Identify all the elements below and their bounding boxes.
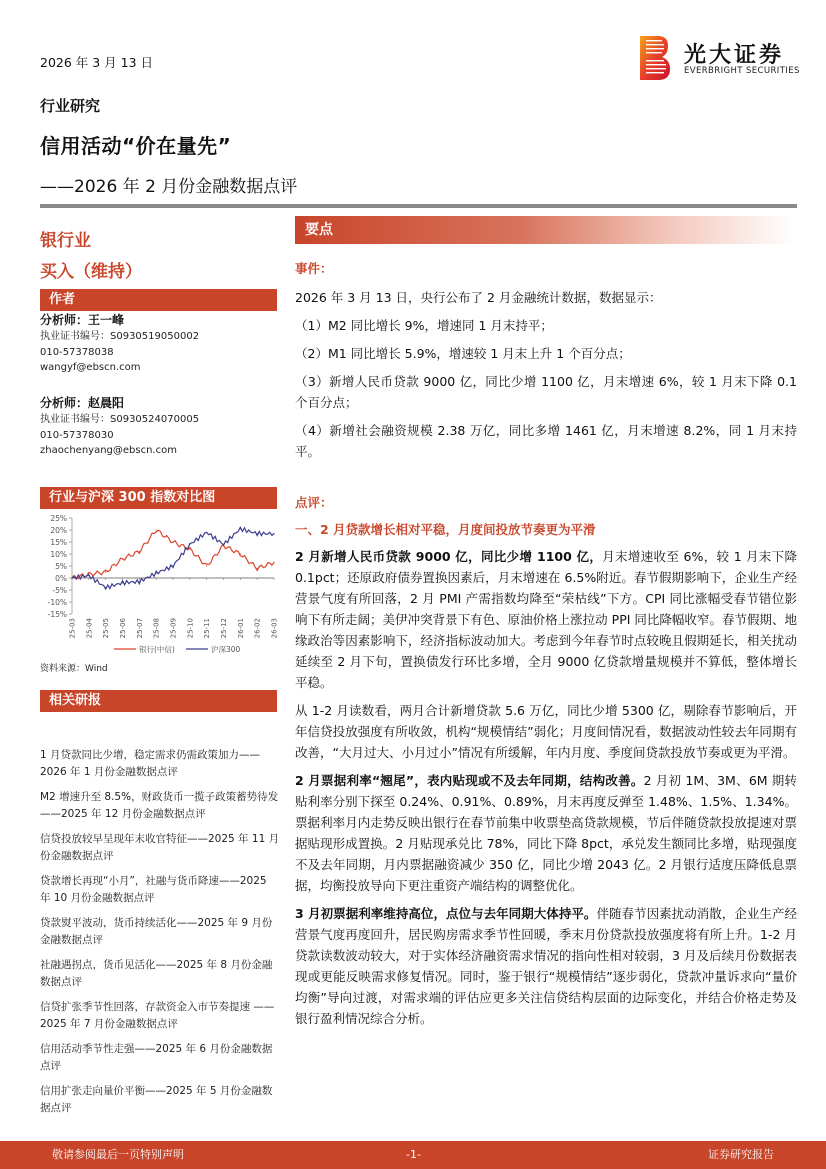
- legend-label: 沪深300: [211, 645, 241, 654]
- series-line-bank: [72, 530, 274, 578]
- analyst-cert: 执业证书编号：S0930524070005: [40, 414, 200, 425]
- chart-section-header: 行业与沪深 300 指数对比图: [40, 487, 277, 509]
- data-point: [156, 573, 157, 574]
- data-point: [273, 562, 274, 563]
- x-tick-label: 25-04: [85, 618, 94, 639]
- comment-label: 点评：: [295, 495, 333, 510]
- y-tick-label: 20%: [50, 526, 67, 535]
- x-tick-label: 25-05: [102, 618, 111, 639]
- footer-disclaimer[interactable]: 敬请参阅最后一页特别声明: [52, 1148, 184, 1161]
- report-category: 行业研究: [40, 97, 101, 115]
- analyst-cert: 执业证书编号：S0930519050002: [40, 331, 200, 342]
- data-point: [122, 558, 123, 559]
- logo-b-mark-icon: [640, 36, 670, 80]
- authors-section-header: 作者: [40, 289, 277, 311]
- paragraph-text: 从 1-2 月读数看，两月合计新增贷款 5.6 万亿，同比少增 5300 亿，剔除春节影响后，开年信贷投放强度有所收敛，机构“规模情结”弱化；月度间情况看，数据波动性较去年同期有改善，“大月过大、小月过小”情况有所缓解，年内月度、季度间贷款投放节奏或更为平滑。: [295, 703, 797, 760]
- x-tick-label: 25-10: [186, 618, 195, 639]
- report-title: 信用活动“价在量先”: [40, 134, 232, 158]
- company-logo: [640, 36, 810, 80]
- x-tick-label: 25-12: [220, 618, 228, 639]
- analyst-email[interactable]: zhaochenyang@ebscn.com: [40, 445, 177, 456]
- paragraph-text: 伴随春节因素扰动消散，企业生产经营景气度再度回升，居民购房需求季节性回暖，季末月份贷款投放强度将有所上升。1-2 月贷款读数波动较大，对于实体经济融资需求情况的指向性相对较弱，3 月及后续月份数据表现或更能反映需求修复情况。同时，鉴于银行“规模情结”逐步弱化，贷款冲量诉求向“量价均衡”导向过渡，对需求端的评估应更多关注信贷结构层面的边际变化，并结合价格走势及银行盈利情况综合分析。: [295, 906, 797, 1026]
- data-point: [257, 568, 258, 569]
- data-point: [257, 533, 258, 534]
- sector-name: 银行业: [40, 231, 91, 251]
- data-point: [139, 581, 140, 582]
- y-tick-label: 5%: [55, 562, 67, 571]
- x-tick-label: 26-03: [270, 618, 279, 639]
- related-report-link[interactable]: 1 月贷款同比少增，稳定需求仍需政策加力——2026 年 1 月份金融数据点评: [40, 749, 261, 778]
- related-report-link[interactable]: 信用活动季节性走强——2025 年 6 月份金融数据点评: [40, 1043, 273, 1072]
- event-item: （3）新增人民币贷款 9000 亿，同比少增 1100 亿，月末增速 6%，较 1 月末下降 0.1 个百分点；: [295, 374, 797, 410]
- y-tick-label: 25%: [50, 514, 67, 523]
- page-number: -1-: [406, 1148, 421, 1161]
- event-section: [295, 258, 797, 469]
- chart-svg: [36, 508, 280, 658]
- data-point: [223, 544, 224, 545]
- chart-source: 资料来源：Wind: [40, 664, 108, 674]
- body-paragraph: [295, 903, 797, 1029]
- event-item: （1）M2 同比增长 9%，增速同 1 月末持平；: [295, 318, 553, 333]
- report-date: 2026 年 3 月 13 日: [40, 55, 154, 70]
- related-report-link[interactable]: 信贷投放较早呈现年末收官特征——2025 年 11 月份金融数据点评: [40, 833, 280, 862]
- related-report-link[interactable]: 信用扩张走向量价平衡——2025 年 5 月份金融数据点评: [40, 1085, 273, 1114]
- related-report-link[interactable]: 信贷扩张季节性回落，存款资金入市节奏提速 ——2025 年 7 月份金融数据点评: [40, 1001, 275, 1030]
- x-tick-label: 25-11: [203, 618, 212, 639]
- data-point: [172, 541, 173, 542]
- legend-label: 银行(中信): [139, 645, 175, 654]
- index-comparison-chart: [36, 508, 280, 658]
- related-report-link[interactable]: M2 增速升至 8.5%，财政货币一揽子政策蓄势待发——2025 年 12 月份金融数据点评: [40, 791, 279, 820]
- paragraph-lead: 2 月票据利率“翘尾”，表内贴现或不及去年同期，结构改善。: [295, 773, 644, 788]
- data-point: [206, 532, 207, 533]
- logo-english-name: EVERBRIGHT SECURITIES: [684, 66, 800, 76]
- data-point: [189, 549, 190, 550]
- related-report-link[interactable]: 贷款熨平波动，货币持续活化——2025 年 9 月份金融数据点评: [40, 917, 273, 946]
- analyst-card: [40, 312, 199, 376]
- footer-doc-type: 证券研究报告: [708, 1148, 774, 1161]
- related-reports-header: 相关研报: [40, 690, 277, 712]
- body-paragraph: [295, 700, 797, 763]
- y-tick-label: 0%: [55, 574, 67, 583]
- data-point: [172, 565, 173, 566]
- data-point: [273, 533, 274, 534]
- paragraph-text: 2 月初 1M、3M、6M 期转贴利率分别下探至 0.24%、0.91%、0.89%，月末再度反弹至 1.48%、1.5%、1.34%。票据利率月内走势反映出银行在春节前集中收票垫高贷款规模，节后伴随贷款投放提速对票据贴现形成置换。2 月贴现承兑比 78%，同比下降 8pct，承兑发生额同比多增，贴现强度不及去年同期，月内票据融资减少 350 亿，同比少增 2043 亿。2 月银行适度压降低息票据，均衡投放导向下更注重资产端结构的调整优化。: [295, 773, 797, 893]
- x-tick-label: 25-06: [119, 618, 127, 639]
- x-tick-label: 25-03: [68, 618, 77, 639]
- data-point: [206, 565, 207, 566]
- y-tick-label: 15%: [50, 538, 67, 547]
- event-intro: 2026 年 3 月 13 日，央行公布了 2 月金融统计数据，数据显示：: [295, 290, 662, 305]
- analyst-email[interactable]: wangyf@ebscn.com: [40, 362, 141, 373]
- x-tick-label: 25-07: [135, 618, 144, 639]
- data-point: [88, 575, 89, 576]
- y-tick-label: -10%: [47, 598, 67, 607]
- paragraph-lead: 2 月新增人民币贷款 9000 亿，同比少增 1100 亿，: [295, 549, 603, 564]
- data-point: [189, 544, 190, 545]
- analyst-name: 分析师：王一峰: [40, 313, 125, 327]
- x-tick-label: 25-09: [169, 618, 178, 639]
- data-point: [139, 551, 140, 552]
- y-tick-label: 10%: [50, 550, 67, 559]
- data-point: [122, 582, 123, 583]
- section-heading: 一、2 月贷款增长相对平稳，月度间投放节奏更为平滑: [295, 522, 596, 537]
- paragraph-text: 月末增速收至 6%，较 1 月末下降 0.1pct；还原政府债券置换因素后，月末增速在 6.5%附近。春节假期影响下，企业生产经营景气度有所回落，2 月 PMI 产需指数均降至“荣枯线”下方。CPI 同比涨幅受春节错位影响下有所走阔；美伊冲突背景下有色、原油价格上涨拉动 PPI 同比降幅收窄。春节假期、地缘政治等因素影响下，经济指标波动加大。考虑到今年春节时点较晚且假期延长，相关扰动延续至 2 月下旬，置换债发行环比多增，全月 9000 亿贷款增量规模并不算低，整体增长平稳。: [295, 549, 797, 690]
- x-tick-label: 25-08: [152, 618, 161, 639]
- related-reports-list: [40, 747, 280, 1125]
- event-item: （4）新增社会融资规模 2.38 万亿，同比多增 1461 亿，月末增速 8.2%，同 1 月末持平。: [295, 423, 797, 459]
- data-point: [71, 577, 72, 578]
- data-point: [156, 529, 157, 530]
- body-paragraph: [295, 770, 797, 896]
- x-tick-label: 26-02: [253, 618, 262, 639]
- related-report-link[interactable]: 社融遇拐点，货币见活化——2025 年 8 月份金融数据点评: [40, 959, 273, 988]
- analyst-card: [40, 395, 199, 459]
- analyst-name: 分析师：赵晨阳: [40, 396, 125, 410]
- analyst-phone: 010-57378038: [40, 346, 114, 358]
- event-label: 事件：: [295, 261, 333, 276]
- data-point: [240, 553, 241, 554]
- body-paragraph: [295, 546, 797, 693]
- x-tick-label: 26-01: [236, 618, 245, 639]
- related-report-link[interactable]: 贷款增长再现“小月”，社融与货币降速——2025 年 10 月份金融数据点评: [40, 875, 267, 904]
- investment-rating: 买入（维持）: [40, 262, 142, 282]
- page-footer: [0, 1141, 826, 1169]
- analyst-phone: 010-57378030: [40, 429, 114, 441]
- data-point: [105, 587, 106, 588]
- y-tick-label: -5%: [52, 586, 67, 595]
- logo-chinese-name: 光大证券: [684, 43, 785, 68]
- report-subtitle: ——2026 年 2 月份金融数据点评: [40, 177, 298, 197]
- paragraph-lead: 3 月初票据利率维持高位，点位与去年同期大体持平。: [295, 906, 597, 921]
- comment-section: [295, 492, 797, 1036]
- event-item: （2）M1 同比增长 5.9%，增速较 1 月末上升 1 个百分点；: [295, 346, 631, 361]
- y-tick-label: -15%: [47, 610, 67, 619]
- data-point: [240, 528, 241, 529]
- data-point: [105, 571, 106, 572]
- header-divider: [40, 204, 797, 208]
- key-points-header: 要点: [295, 216, 795, 244]
